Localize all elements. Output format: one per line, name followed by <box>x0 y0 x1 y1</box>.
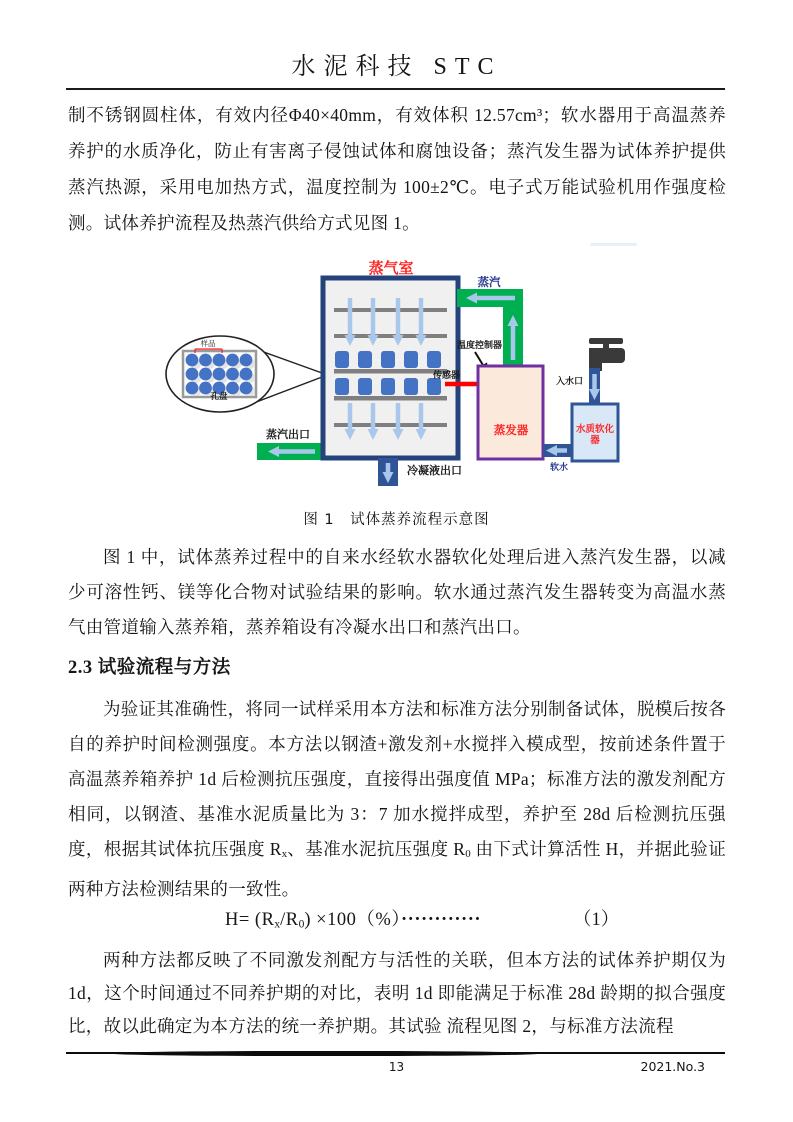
figure-1-caption: 图 1 试体蒸养流程示意图 <box>303 512 490 528</box>
water-inlet-label: 入水口 <box>556 377 584 387</box>
equation-1-dots: ············ <box>401 910 482 930</box>
steam-label: 蒸汽 <box>477 275 501 289</box>
steam-chamber <box>323 259 460 458</box>
well-plate-label: 孔盘 <box>210 392 228 402</box>
figure-1-diagram <box>145 248 670 506</box>
equation-1-number: （1） <box>573 910 620 930</box>
softener-label-line1: 水质软化 <box>575 424 615 435</box>
faucet-icon <box>589 338 625 371</box>
steam-chamber-label: 蒸气室 <box>368 259 414 277</box>
paragraph-3: 为验证其准确性，将同一试样采用本方法和标准方法分别制备试体，脱模后按各自的养护时间检测强度。本方法以钢渣+激发剂+水搅拌入模成型，按前述条件置于高温蒸养箱养护 1d 后检测抗压强度，直接得出强度值 MPa；标准方法的激发剂配方相同，以钢渣、基准水泥质量比为 3：7 加水搅拌成型，养护至 28d 后检测抗压强度，根据其试体抗压强度 $R_x$、基准水泥抗压强度 $R_0$ 由下式计算活性 H，并据此验证两种方法检测结果的一致性。 <box>68 699 726 900</box>
equation-1 <box>225 905 481 931</box>
paragraph-1: 制不锈钢圆柱体，有效内径Φ40×40mm，有效体积 12.57cm³；软水器用于高温蒸养养护的水质净化，防止有害离子侵蚀试体和腐蚀设备；蒸汽发生器为试体养护提供蒸汽热源，采用电加热方式，温度控制为 100±2℃。电子式万能试验机用作强度检测。试体养护流程及热蒸汽供给方式见图 1。 <box>68 105 726 233</box>
well-plate-inset <box>166 336 322 412</box>
water-softener <box>572 404 618 461</box>
footer-rule <box>66 1052 725 1054</box>
sensor-label: 传感器 <box>433 371 461 381</box>
condensate-outlet-pipe <box>378 458 462 486</box>
condensate-outlet-label: 冷凝液出口 <box>407 464 462 477</box>
sample-label: 样品 <box>200 339 216 348</box>
journal-title: 水泥科技 STC <box>291 54 502 80</box>
soft-water-pipe <box>543 444 572 473</box>
sample-wells <box>186 354 253 395</box>
section-heading-2-3: 2.3 试验流程与方法 <box>68 658 231 678</box>
issue-number: 2021.No.3 <box>640 1059 705 1074</box>
water-inlet-pipe <box>556 368 600 405</box>
softener-label-line2: 器 <box>590 435 600 446</box>
paragraph-2: 图 1 中，试体蒸养过程中的自来水经软水器软化处理后进入蒸汽发生器，以减少可溶性钙、镁等化合物对试验结果的影响。软水通过蒸汽发生器转变为高温水蒸气由管道输入蒸养箱，蒸养箱设有冷凝水出口和蒸汽出口。 <box>68 547 726 637</box>
temperature-controller-label: 温度控制器 <box>457 341 503 351</box>
steam-outlet-label: 蒸汽出口 <box>266 428 310 441</box>
scan-artifact <box>590 243 637 246</box>
equation-1-body: $H= (R_x/R_0) \times 100(\%)$ <box>225 910 402 931</box>
evaporator <box>478 366 543 459</box>
paragraph-4: 两种方法都反映了不同激发剂配方与活性的关联，但本方法的试体养护期仅为 1d，这个时间通过不同养护期的对比，表明 1d 即能满足于标准 28d 龄期的拟合强度比，故以此确定为本方法的统一养护期。其试验 流程见图 2，与标准方法流程 <box>68 950 726 1036</box>
soft-water-label: 软水 <box>549 463 569 473</box>
header-rule <box>66 88 725 90</box>
steam-supply-pipe <box>457 275 523 368</box>
steam-outlet-pipe <box>257 427 325 460</box>
evaporator-label: 蒸发器 <box>493 423 529 437</box>
page-number: 13 <box>388 1060 405 1074</box>
